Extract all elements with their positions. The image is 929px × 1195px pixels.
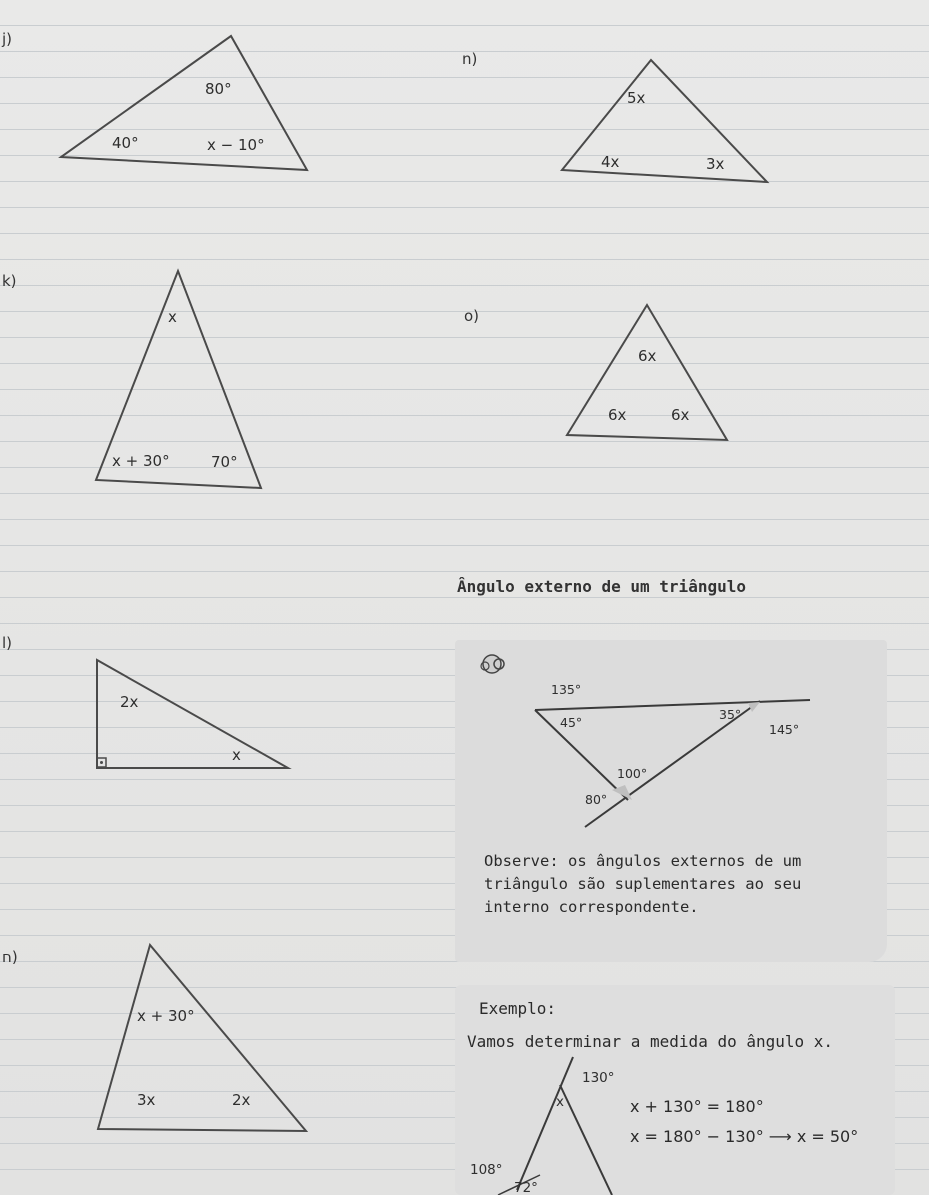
tri-k-right-angle: 70° [211,453,238,471]
angle-135: 135° [551,682,582,697]
tri-j-left-angle: 40° [112,134,139,152]
tri-l-top-angle: 2x [120,693,139,711]
tri-n-top-angle: 5x [627,89,646,107]
example-angle-x: x [556,1094,564,1110]
angle-35: 35° [719,707,742,722]
angle-100: 100° [617,766,648,781]
tri-j-right-angle: x − 10° [207,136,265,154]
example-angle-72: 72° [514,1180,538,1195]
tri-k-left-angle: x + 30° [112,452,170,470]
observe-line-1: Observe: os ângulos externos de um [484,852,802,870]
angle-45: 45° [560,715,583,730]
observe-line-2: triângulo são suplementares ao seu [484,875,802,893]
tri-m-left-angle: 3x [137,1091,156,1109]
tri-o-top-angle: 6x [638,347,657,365]
tri-l-right-angle: x [232,746,241,764]
equation-1: x + 130° = 180° [630,1097,764,1116]
tri-k-top-angle: x [168,308,177,326]
angle-145: 145° [769,722,800,737]
section-heading: Ângulo externo de um triângulo [457,577,746,596]
example-angle-108: 108° [470,1162,503,1178]
angle-80: 80° [585,792,608,807]
example-angle-130: 130° [582,1070,615,1086]
tri-o-right-angle: 6x [671,406,690,424]
tri-m-right-angle: 2x [232,1091,251,1109]
exercise-label-j: j) [2,30,13,48]
observe-line-3: interno correspondente. [484,898,699,916]
tri-m-top-angle: x + 30° [137,1007,195,1025]
exercise-label-k: k) [2,272,17,290]
exercise-label-l: l) [2,634,13,652]
tri-n-right-angle: 3x [706,155,725,173]
example-title: Exemplo: [479,999,557,1018]
exercise-label-o: o) [464,307,480,325]
tri-o-left-angle: 6x [608,406,627,424]
equation-2: x = 180° − 130° ⟶ x = 50° [630,1127,859,1146]
tri-j-top-angle: 80° [205,80,232,98]
tri-n-left-angle: 4x [601,153,620,171]
example-text: Vamos determinar a medida do ângulo x. [467,1032,834,1051]
exercise-label-n: n) [462,50,478,68]
exercise-label-m: ח) [2,948,18,966]
